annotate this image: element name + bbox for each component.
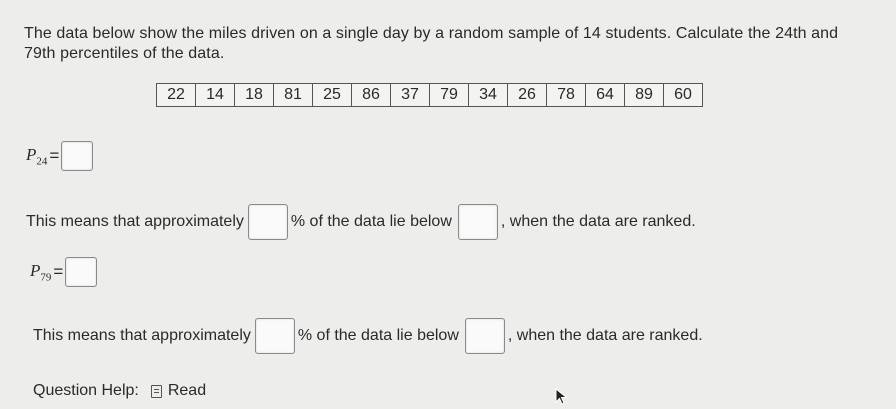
question-help-label: Question Help: <box>33 382 139 399</box>
data-cell: 25 <box>313 84 352 107</box>
data-cell: 86 <box>352 84 391 107</box>
p24-equals: = <box>49 146 60 165</box>
p79-percent-input[interactable] <box>255 318 295 354</box>
data-table <box>156 83 703 107</box>
p79-sentence <box>33 318 703 354</box>
p79-sentence-end: , when the data are ranked. <box>507 327 703 344</box>
data-cell: 14 <box>196 84 235 107</box>
p24-label: $P_{24}$ <box>26 144 48 168</box>
question-text: The data below show the miles driven on a single day by a random sample of 14 students. Calculate the 24th and 79th percentiles of the data. <box>24 25 839 62</box>
data-cell: 37 <box>391 84 430 107</box>
p79-below-input[interactable] <box>465 318 505 354</box>
data-cell: 78 <box>547 84 586 107</box>
p24-row <box>26 141 93 171</box>
data-cell: 64 <box>586 84 625 107</box>
data-cell: 18 <box>235 84 274 107</box>
p24-sentence <box>26 204 696 240</box>
p79-row <box>30 257 97 287</box>
data-cell: 81 <box>274 84 313 107</box>
p79-equals: = <box>53 262 64 281</box>
data-cell: 26 <box>508 84 547 107</box>
p79-label: $P_{79}$ <box>30 260 52 284</box>
p24-input[interactable] <box>61 141 93 171</box>
mouse-cursor-icon <box>555 388 569 406</box>
p79-sentence-start: This means that approximately <box>33 327 251 344</box>
data-cell: 60 <box>664 84 703 107</box>
p24-sentence-end: , when the data are ranked. <box>500 213 696 230</box>
read-label: Read <box>167 382 207 399</box>
data-cell: 79 <box>430 84 469 107</box>
p79-input[interactable] <box>65 257 97 287</box>
p24-below-input[interactable] <box>458 204 498 240</box>
p79-sentence-mid: % of the data lie below <box>297 327 459 344</box>
read-button[interactable] <box>151 382 206 400</box>
document-icon <box>151 385 162 398</box>
data-cell: 22 <box>157 84 196 107</box>
data-cell: 34 <box>469 84 508 107</box>
data-cell: 89 <box>625 84 664 107</box>
question-help <box>33 382 206 400</box>
p24-percent-input[interactable] <box>248 204 288 240</box>
p24-sentence-mid: % of the data lie below <box>290 213 452 230</box>
p24-sentence-start: This means that approximately <box>26 213 244 230</box>
data-row <box>157 84 703 107</box>
